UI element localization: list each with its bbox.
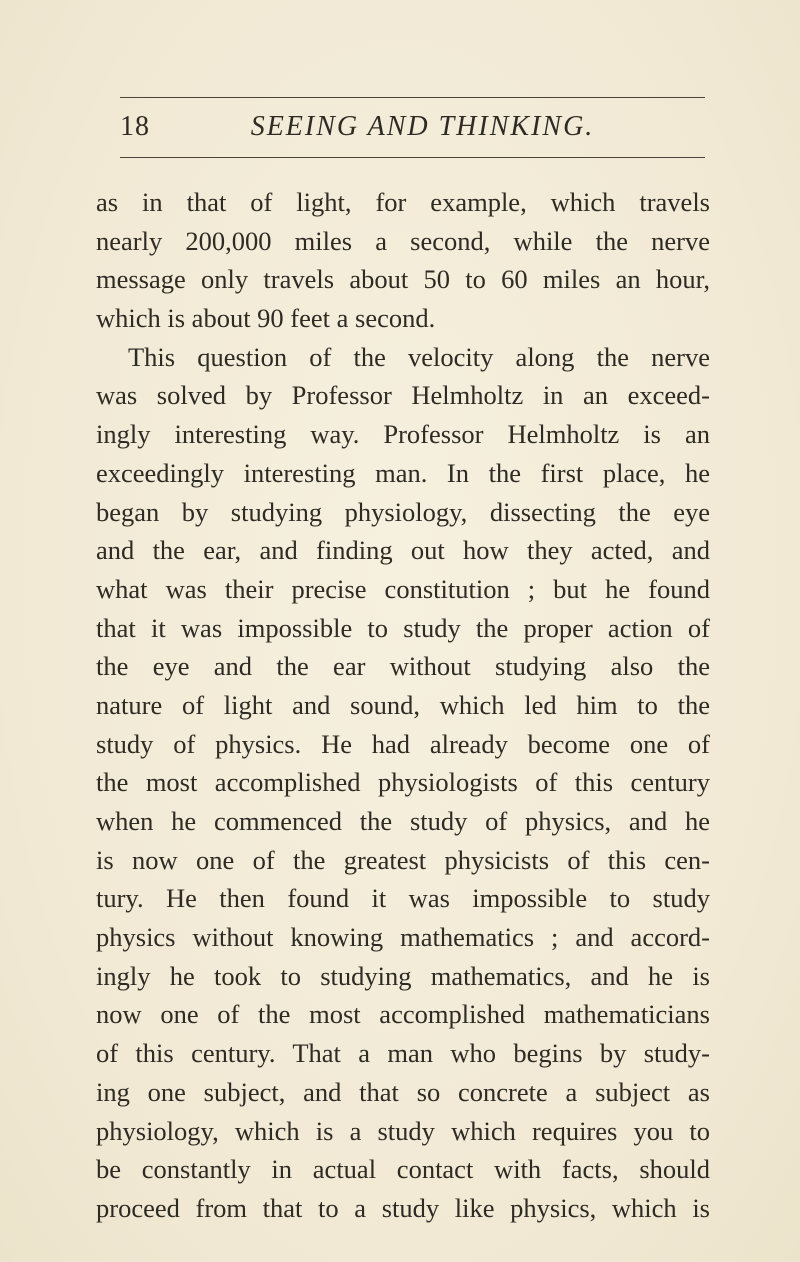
text-line: be constantly in actual contact with facts, should <box>96 1154 710 1185</box>
text-line: This question of the velocity along the nerve <box>128 341 710 372</box>
text-line: was solved by Professor Helmholtz in an exceed- <box>96 380 710 411</box>
running-header <box>120 107 705 147</box>
text-line: which is about 90 feet a second. <box>96 303 436 334</box>
text-line: as in that of light, for example, which travels <box>96 187 710 217</box>
text-line: ingly he took to studying mathematics, and he is <box>96 960 710 991</box>
page-number: 18 <box>120 111 150 142</box>
text-line: study of physics. He had already become one of <box>96 728 710 759</box>
text-line: what was their precise constitution ; but he found <box>96 573 710 604</box>
text-line: the eye and the ear without studying also the <box>96 651 710 682</box>
body-text <box>96 183 710 1228</box>
text-line: ing one subject, and that so concrete a subject as <box>96 1076 710 1107</box>
text-line: message only travels about 50 to 60 miles an hour, <box>96 264 710 295</box>
text-line: nature of light and sound, which led him to the <box>96 689 710 720</box>
text-line: of this century. That a man who begins by study- <box>96 1038 710 1069</box>
text-line: physiology, which is a study which requires you to <box>96 1115 710 1146</box>
text-line: that it was impossible to study the proper action of <box>96 612 710 643</box>
running-head-title: SEEING AND THINKING. <box>250 111 595 142</box>
header-rule-top <box>120 97 705 98</box>
text-line: is now one of the greatest physicists of this cen- <box>96 844 710 875</box>
text-line: and the ear, and finding out how they acted, and <box>96 535 710 566</box>
text-line: ingly interesting way. Professor Helmholtz is an <box>96 419 710 450</box>
text-line: tury. He then found it was impossible to study <box>96 883 710 914</box>
header-rule-bottom <box>120 157 705 158</box>
text-line: began by studying physiology, dissecting the eye <box>96 496 710 527</box>
text-line: exceedingly interesting man. In the first place, he <box>96 457 710 488</box>
text-line: physics without knowing mathematics ; and accord- <box>96 922 710 953</box>
text-line: nearly 200,000 miles a second, while the nerve <box>96 225 710 256</box>
text-line: the most accomplished physiologists of this century <box>96 767 710 798</box>
text-line: now one of the most accomplished mathematicians <box>96 999 710 1030</box>
text-line: when he commenced the study of physics, and he <box>96 806 710 836</box>
text-line: proceed from that to a study like physics, which is <box>96 1192 710 1223</box>
